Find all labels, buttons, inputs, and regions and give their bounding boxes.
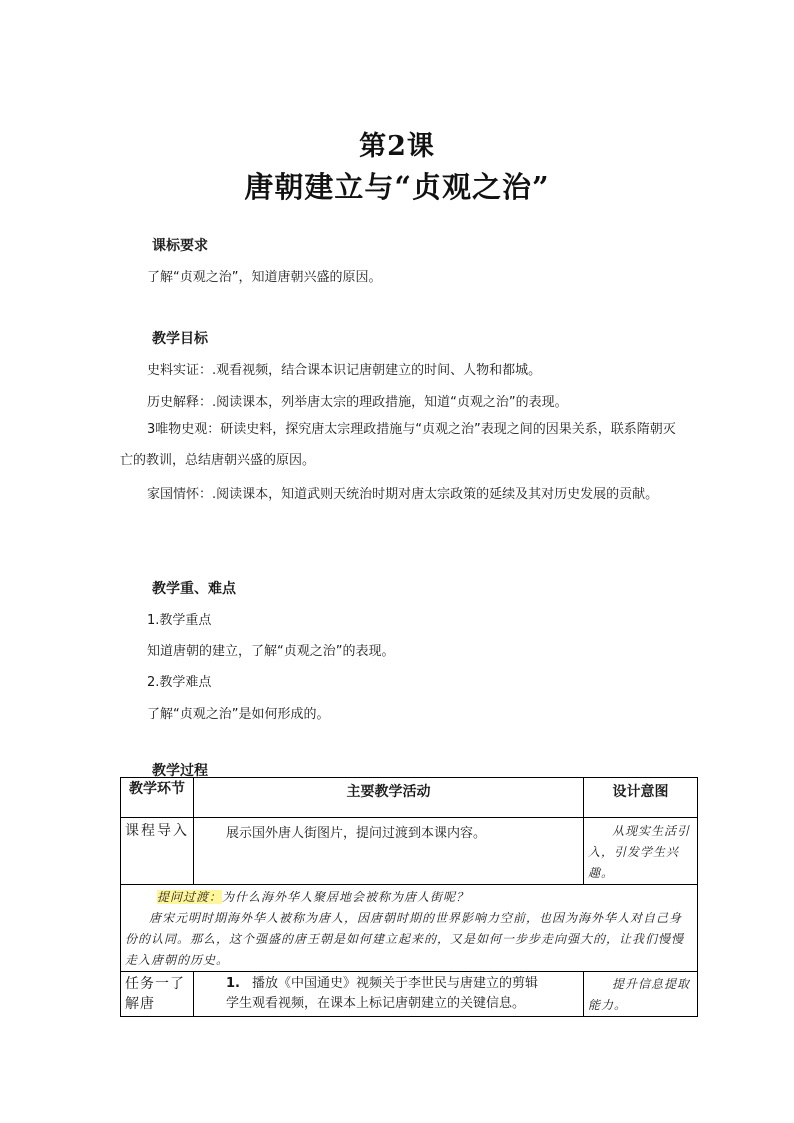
- activity-line-1: 播放《中国通史》视频关于李世民与唐建立的剪辑: [251, 976, 538, 991]
- activity-cell: 展示国外唐人街图片，提问过渡到本课内容。: [194, 818, 584, 885]
- header-intent: 设计意图: [584, 778, 698, 818]
- transition-label: 提问过渡：: [157, 890, 223, 904]
- lesson-number: 第2课: [359, 131, 435, 162]
- activity-number: 1.: [226, 976, 240, 991]
- table-header-row: [121, 778, 698, 818]
- goal-item: 史料实证：.观看视频，结合课本识记唐朝建立的时间、人物和都城。: [147, 363, 542, 378]
- table-row: [121, 972, 698, 1017]
- stage-cell: 课程导入: [121, 818, 194, 885]
- goal-item: 家国情怀：.阅读课本，知道武则天统治时期对唐太宗政策的延续及其对历史发展的贡献。: [147, 487, 659, 502]
- focus-text: 知道唐朝的建立，了解“贞观之治”的表现。: [147, 644, 395, 659]
- transition-cell: [121, 885, 698, 972]
- focus-label: 1.教学重点: [147, 613, 212, 628]
- process-heading: 教学过程: [152, 763, 208, 779]
- curriculum-heading: 课标要求: [152, 238, 208, 254]
- curriculum-text: 了解“贞观之治”，知道唐朝兴盛的原因。: [147, 270, 382, 285]
- stage-cell: 任务一了解唐: [121, 972, 194, 1017]
- activity-cell: [194, 972, 584, 1017]
- table-row: [121, 818, 698, 885]
- header-activity: 主要教学活动: [194, 778, 584, 818]
- intent-cell: 提升信息提取能力。: [584, 972, 698, 1017]
- intent-cell: 从现实生活引入，引发学生兴趣。: [584, 818, 698, 885]
- keypoints-heading: 教学重、难点: [152, 581, 236, 597]
- goals-heading: 教学目标: [152, 331, 208, 347]
- difficulty-text: 了解“贞观之治”是如何形成的。: [147, 707, 330, 722]
- transition-body: 唐宋元明时期海外华人被称为唐人，因唐朝时期的世界影响力空前，也因为海外华人对自己身份的认同。那么，这个强盛的唐王朝是如何建立起来的，又是如何一步步走向强大的，让我们慢慢走入唐朝的历史。: [125, 911, 685, 967]
- header-stage: 教学环节: [121, 778, 194, 818]
- transition-question: 为什么海外华人聚居地会被称为唐人街呢？: [222, 890, 470, 904]
- activity-line-2: 学生观看视频，在课本上标记唐朝建立的关键信息。: [226, 996, 526, 1011]
- table-row: [121, 885, 698, 972]
- difficulty-label: 2.教学难点: [147, 675, 212, 690]
- lesson-title: 唐朝建立与“贞观之治”: [244, 170, 550, 204]
- process-table: [120, 777, 698, 1017]
- goal-item: 3唯物史观：研读史料，探究唐太宗理政措施与“贞观之治”表现之间的因果关系，联系隋朝灭亡的教训，总结唐朝兴盛的原因。: [120, 422, 676, 468]
- goal-item: 历史解释：.阅读课本，列举唐太宗的理政措施，知道“贞观之治”的表现。: [147, 395, 568, 410]
